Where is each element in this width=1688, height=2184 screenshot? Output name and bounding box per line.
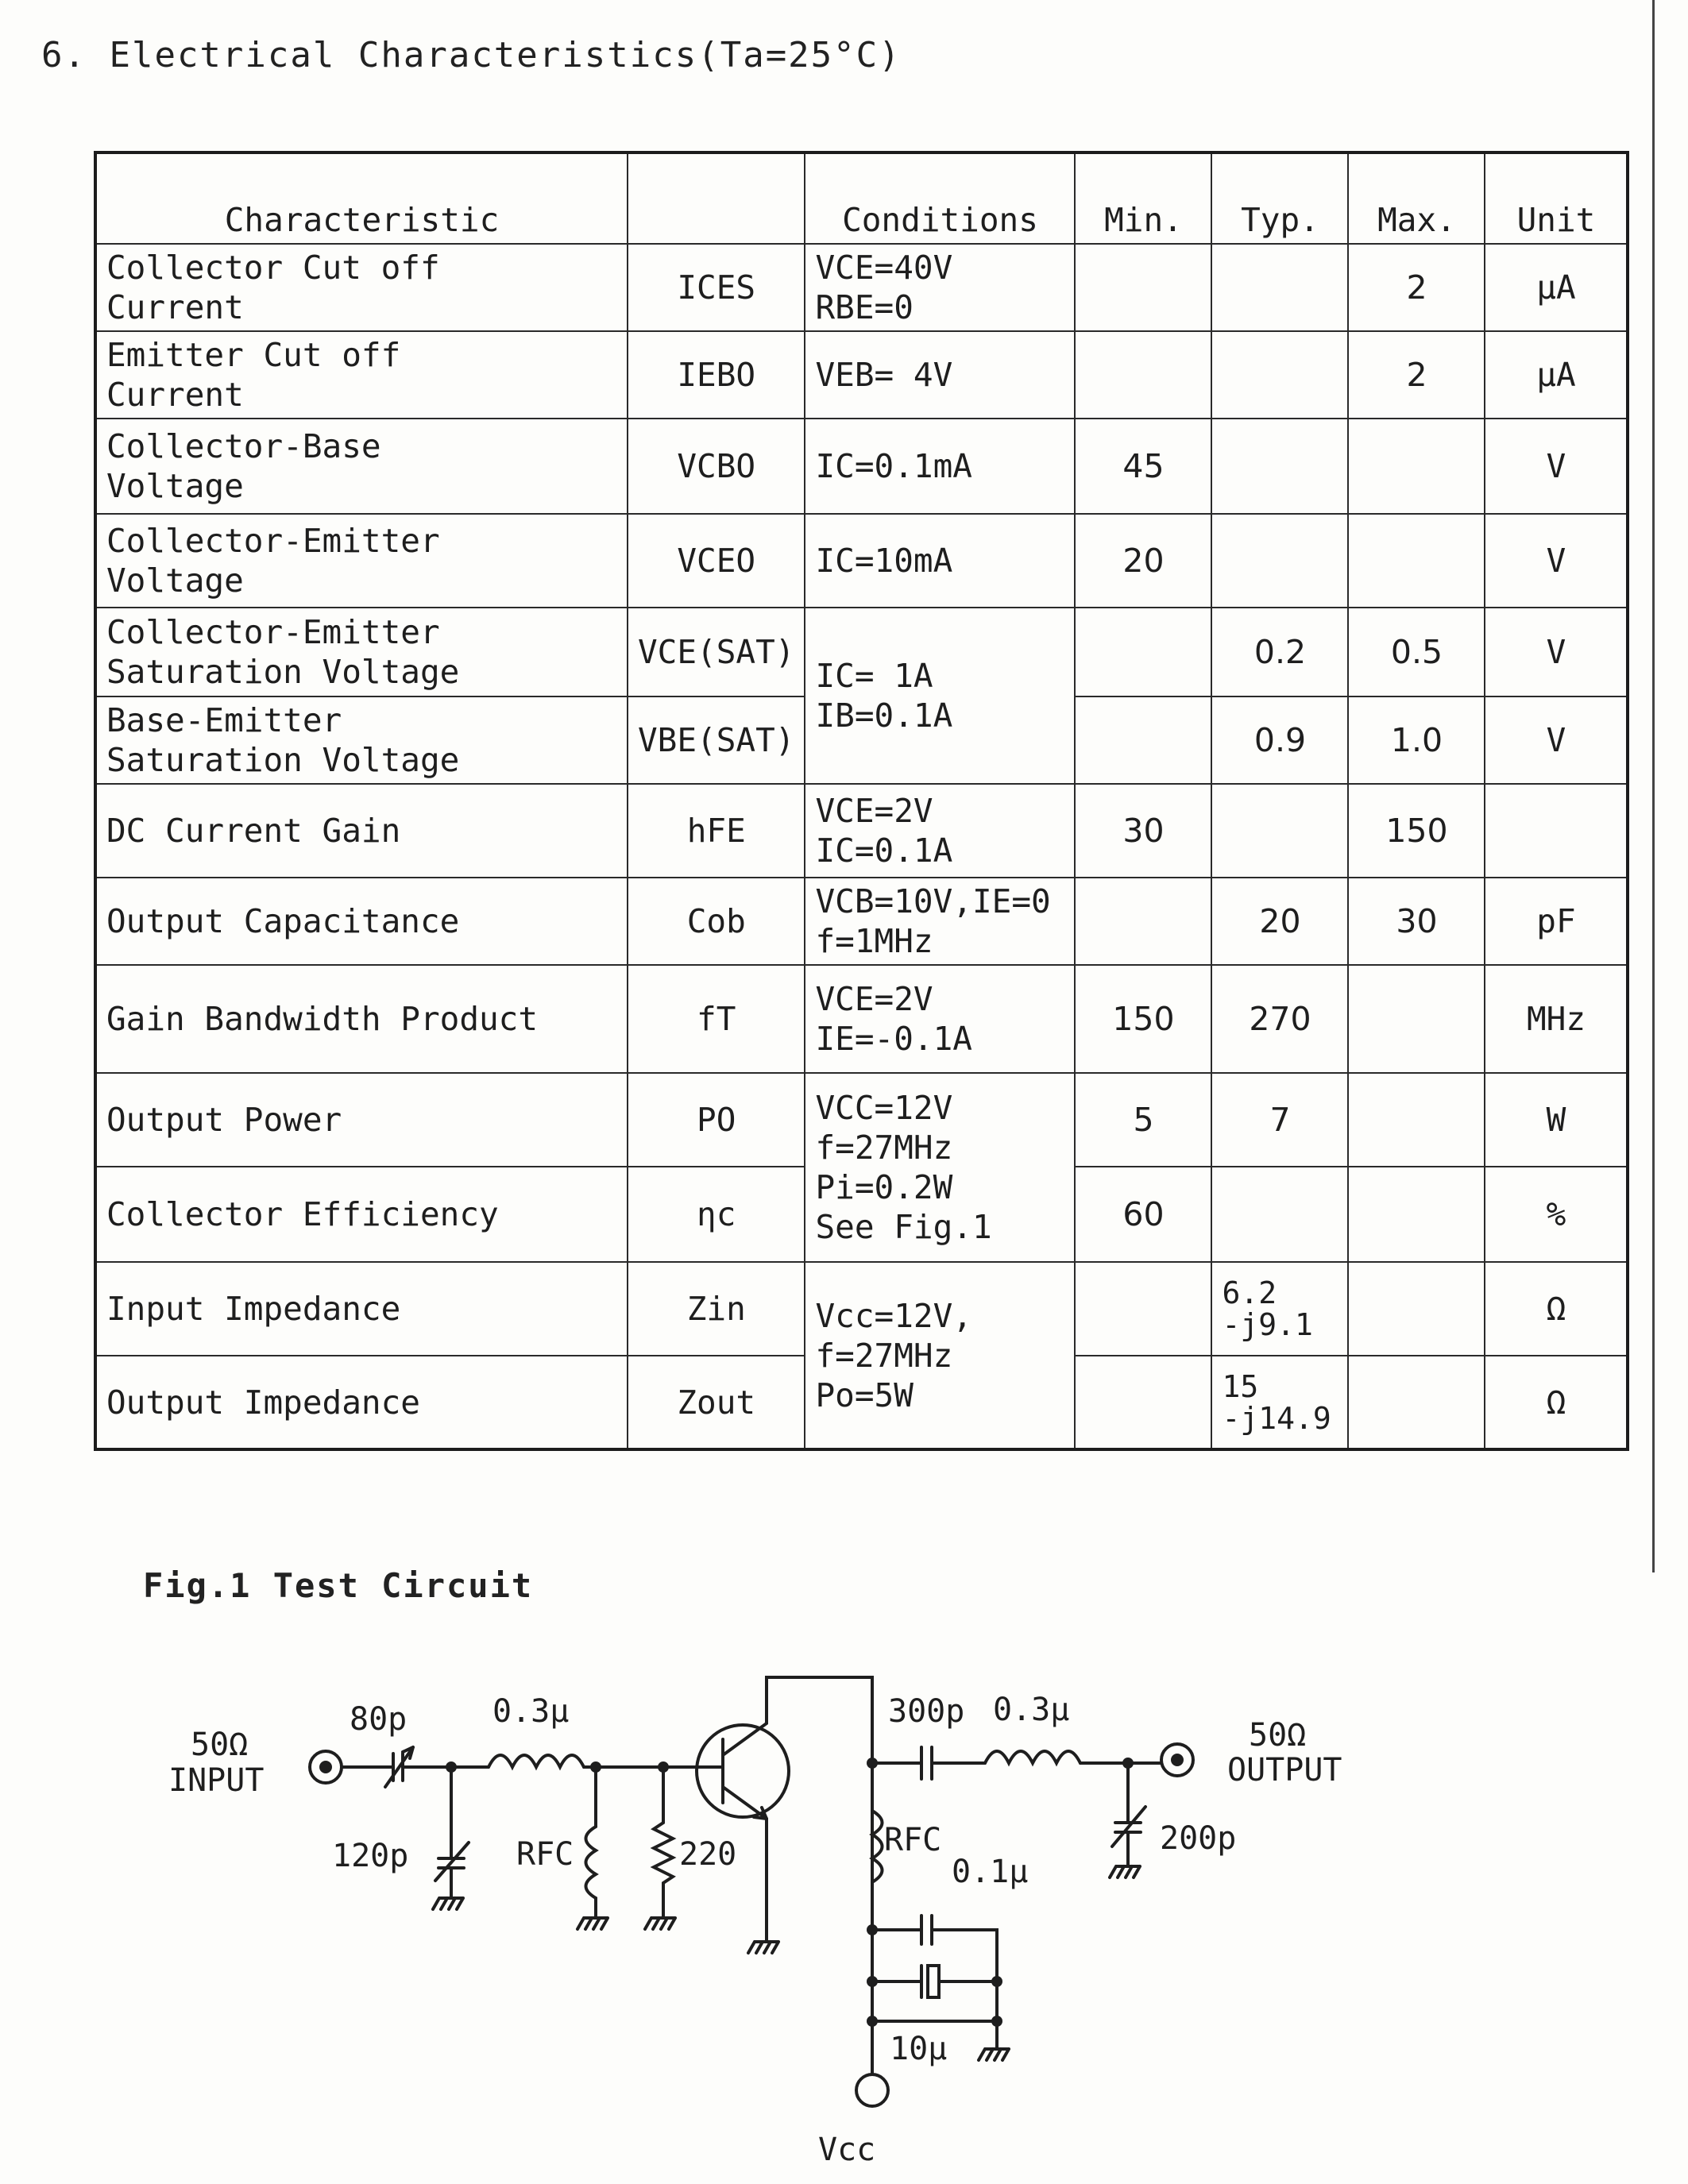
unit-cell: pF xyxy=(1485,878,1628,965)
characteristic-cell xyxy=(95,1167,628,1262)
typ-cell xyxy=(1211,1356,1348,1449)
cell-line: f=27MHz xyxy=(815,1336,953,1375)
label-input: INPUT xyxy=(168,1762,265,1799)
symbol-cell: Zout xyxy=(628,1356,805,1449)
table-row xyxy=(95,965,1628,1073)
unit-cell: V xyxy=(1485,608,1628,696)
cell-line: Pi=0.2W xyxy=(815,1168,953,1206)
cell-line: Collector Cut off xyxy=(106,249,440,287)
cell-line: f=1MHz xyxy=(815,922,933,960)
label-input-ohm: 50Ω xyxy=(191,1727,249,1763)
cell-line: VCC=12V xyxy=(815,1089,953,1127)
header-conditions: Conditions xyxy=(805,152,1075,244)
max-cell xyxy=(1348,419,1485,514)
unit-cell: Ω xyxy=(1485,1356,1628,1449)
unit-cell: W xyxy=(1485,1073,1628,1167)
min-cell: 150 xyxy=(1075,965,1211,1073)
typ-cell xyxy=(1211,514,1348,608)
max-cell xyxy=(1348,1073,1485,1167)
cell-line: VCE=40V xyxy=(815,249,953,287)
cell-line: Collector-Base xyxy=(106,427,381,465)
cell-line: VCE=2V xyxy=(815,792,933,830)
table-row xyxy=(95,514,1628,608)
characteristic-cell xyxy=(95,878,628,965)
symbol-cell: ηc xyxy=(628,1167,805,1262)
min-cell xyxy=(1075,696,1211,784)
table-row xyxy=(95,608,1628,696)
unit-cell: μA xyxy=(1485,244,1628,331)
test-circuit-diagram xyxy=(0,1628,1688,2184)
cell-line: Po=5W xyxy=(815,1376,914,1414)
conditions-cell xyxy=(805,1073,1075,1262)
cell-line: IC=10mA xyxy=(815,542,953,580)
symbol-cell: VCBO xyxy=(628,419,805,514)
cell-line: VEB= 4V xyxy=(815,356,953,394)
cell-line: VCE=2V xyxy=(815,980,933,1018)
conditions-cell xyxy=(805,878,1075,965)
unit-cell: Ω xyxy=(1485,1262,1628,1356)
label-l-in: 0.3μ xyxy=(492,1693,570,1730)
typ-cell: 20 xyxy=(1211,878,1348,965)
cell-line: 15 xyxy=(1222,1368,1259,1404)
min-cell xyxy=(1075,331,1211,419)
label-output: OUTPUT xyxy=(1227,1752,1342,1788)
conditions-cell xyxy=(805,331,1075,419)
vcc-terminal-icon xyxy=(856,2074,888,2106)
symbol-cell: VBE(SAT) xyxy=(628,696,805,784)
cell-line: IC=0.1A xyxy=(815,832,953,870)
page-edge-rule xyxy=(1652,0,1655,1572)
characteristic-cell xyxy=(95,696,628,784)
typ-cell xyxy=(1211,419,1348,514)
cell-line: Input Impedance xyxy=(106,1290,401,1328)
label-rfc-in: RFC xyxy=(516,1836,574,1873)
typ-cell xyxy=(1211,1262,1348,1356)
cell-line: Output Capacitance xyxy=(106,902,460,940)
characteristic-cell xyxy=(95,419,628,514)
label-c-out: 300p xyxy=(888,1693,965,1730)
max-cell: 0.5 xyxy=(1348,608,1485,696)
table-row xyxy=(95,1262,1628,1356)
max-cell xyxy=(1348,514,1485,608)
conditions-cell xyxy=(805,784,1075,878)
cell-line: Vcc=12V, xyxy=(815,1296,972,1335)
characteristic-cell xyxy=(95,608,628,696)
min-cell xyxy=(1075,244,1211,331)
conditions-cell xyxy=(805,244,1075,331)
max-cell xyxy=(1348,965,1485,1073)
typ-cell: 7 xyxy=(1211,1073,1348,1167)
label-vcc: Vcc xyxy=(818,2132,876,2168)
min-cell xyxy=(1075,608,1211,696)
table-row xyxy=(95,244,1628,331)
unit-cell: V xyxy=(1485,514,1628,608)
symbol-cell: VCEO xyxy=(628,514,805,608)
cell-line: Current xyxy=(106,288,244,326)
unit-cell xyxy=(1485,784,1628,878)
unit-cell: V xyxy=(1485,419,1628,514)
characteristic-cell xyxy=(95,784,628,878)
max-cell: 30 xyxy=(1348,878,1485,965)
label-l-out: 0.3μ xyxy=(993,1692,1070,1728)
min-cell: 45 xyxy=(1075,419,1211,514)
cell-line: IC= 1A xyxy=(815,657,933,695)
cell-line: -j14.9 xyxy=(1222,1400,1331,1436)
cell-line: See Fig.1 xyxy=(815,1208,992,1246)
header-typ: Typ. xyxy=(1211,152,1348,244)
cell-line: -j9.1 xyxy=(1222,1307,1313,1342)
table-row xyxy=(95,878,1628,965)
min-cell: 60 xyxy=(1075,1167,1211,1262)
max-cell: 2 xyxy=(1348,244,1485,331)
cell-line: IB=0.1A xyxy=(815,696,953,735)
header-characteristic: Characteristic xyxy=(95,152,628,244)
typ-cell xyxy=(1211,244,1348,331)
label-c-bypass-2: 10μ xyxy=(890,2031,948,2067)
cell-line: Current xyxy=(106,376,244,414)
header-min: Min. xyxy=(1075,152,1211,244)
unit-cell: V xyxy=(1485,696,1628,784)
symbol-cell: fT xyxy=(628,965,805,1073)
cell-line: Saturation Voltage xyxy=(106,653,460,691)
characteristic-cell xyxy=(95,1356,628,1449)
table-row xyxy=(95,419,1628,514)
min-cell xyxy=(1075,1356,1211,1449)
unit-cell: MHz xyxy=(1485,965,1628,1073)
conditions-cell xyxy=(805,608,1075,784)
cell-line: Saturation Voltage xyxy=(106,741,460,779)
min-cell: 30 xyxy=(1075,784,1211,878)
characteristic-cell xyxy=(95,331,628,419)
symbol-cell: IEBO xyxy=(628,331,805,419)
characteristic-cell xyxy=(95,1262,628,1356)
typ-cell xyxy=(1211,331,1348,419)
cell-line: Base-Emitter xyxy=(106,701,342,739)
label-r-base: 220 xyxy=(679,1836,737,1873)
max-cell: 150 xyxy=(1348,784,1485,878)
cell-line: Collector Efficiency xyxy=(106,1195,499,1233)
cell-line: Collector-Emitter xyxy=(106,613,440,651)
symbol-cell: hFE xyxy=(628,784,805,878)
conditions-cell xyxy=(805,1262,1075,1449)
conditions-cell xyxy=(805,419,1075,514)
typ-cell xyxy=(1211,784,1348,878)
cell-line: Output Impedance xyxy=(106,1383,420,1422)
conditions-cell xyxy=(805,965,1075,1073)
cell-line: Collector-Emitter xyxy=(106,522,440,560)
max-cell xyxy=(1348,1356,1485,1449)
label-c-bypass-1: 0.1μ xyxy=(952,1854,1029,1890)
table-row xyxy=(95,784,1628,878)
min-cell: 5 xyxy=(1075,1073,1211,1167)
typ-cell: 270 xyxy=(1211,965,1348,1073)
label-rfc-out: RFC xyxy=(884,1822,942,1858)
min-cell xyxy=(1075,878,1211,965)
symbol-cell: Zin xyxy=(628,1262,805,1356)
characteristics-table-wrap xyxy=(94,151,1629,1451)
characteristic-cell xyxy=(95,244,628,331)
typ-cell: 0.2 xyxy=(1211,608,1348,696)
table-row xyxy=(95,331,1628,419)
cell-line: Voltage xyxy=(106,561,244,600)
characteristic-cell xyxy=(95,514,628,608)
header-max: Max. xyxy=(1348,152,1485,244)
cell-line: f=27MHz xyxy=(815,1129,953,1167)
unit-cell: % xyxy=(1485,1167,1628,1262)
symbol-cell: Cob xyxy=(628,878,805,965)
cell-line: IE=-0.1A xyxy=(815,1020,972,1058)
cell-line: Emitter Cut off xyxy=(106,336,401,374)
cell-line: RBE=0 xyxy=(815,288,914,326)
label-c-shunt: 120p xyxy=(332,1838,409,1874)
label-c-in: 80p xyxy=(350,1701,408,1738)
max-cell: 1.0 xyxy=(1348,696,1485,784)
label-output-ohm: 50Ω xyxy=(1249,1717,1307,1754)
characteristic-cell xyxy=(95,1073,628,1167)
cell-line: IC=0.1mA xyxy=(815,447,972,485)
cell-line: Voltage xyxy=(106,467,244,505)
cell-line: VCB=10V,IE=0 xyxy=(815,882,1051,920)
typ-cell xyxy=(1211,1167,1348,1262)
unit-cell: μA xyxy=(1485,331,1628,419)
symbol-cell: VCE(SAT) xyxy=(628,608,805,696)
max-cell xyxy=(1348,1167,1485,1262)
table-row xyxy=(95,1073,1628,1167)
header-symbol xyxy=(628,152,805,244)
cell-line: Gain Bandwidth Product xyxy=(106,1000,539,1038)
cell-line: Output Power xyxy=(106,1101,342,1139)
header-unit: Unit xyxy=(1485,152,1628,244)
cell-line: 6.2 xyxy=(1222,1275,1277,1310)
section-heading: 6. Electrical Characteristics(Ta=25°C) xyxy=(41,35,902,75)
min-cell: 20 xyxy=(1075,514,1211,608)
label-c-out-shunt: 200p xyxy=(1160,1820,1237,1857)
cell-line: DC Current Gain xyxy=(106,812,401,850)
symbol-cell: PO xyxy=(628,1073,805,1167)
typ-cell: 0.9 xyxy=(1211,696,1348,784)
table-header-row xyxy=(95,152,1628,244)
max-cell xyxy=(1348,1262,1485,1356)
electrical-characteristics-table xyxy=(94,151,1629,1451)
conditions-cell xyxy=(805,514,1075,608)
characteristic-cell xyxy=(95,965,628,1073)
symbol-cell: ICES xyxy=(628,244,805,331)
max-cell: 2 xyxy=(1348,331,1485,419)
min-cell xyxy=(1075,1262,1211,1356)
figure-caption: Fig.1 Test Circuit xyxy=(143,1566,534,1605)
